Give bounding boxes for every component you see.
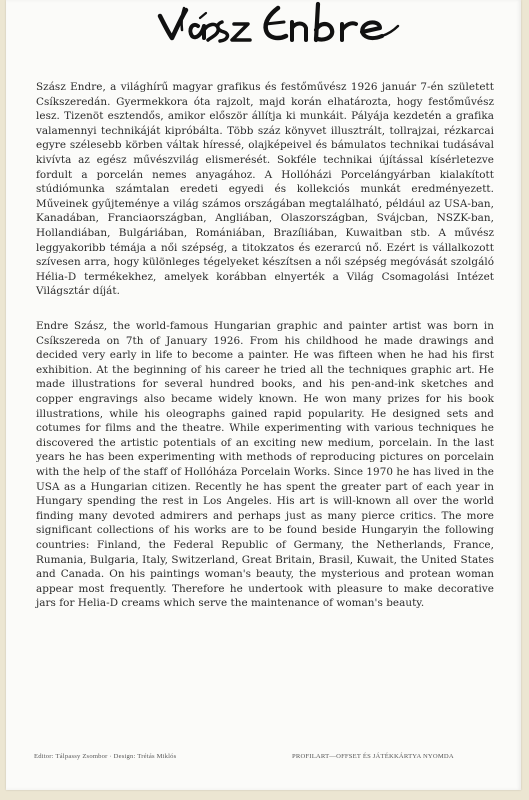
poster-sheet [6,0,521,790]
handwritten-signature-icon [146,0,406,56]
biography-hungarian: Szász Endre, a világhírű magyar grafikus és festőművész 1926 január 7-én született Csíkszeredán. Gyermekkora óta rajzolt, majd korán elhatározta, hogy festőművész lesz. Tizenöt esztendős, amikor először állítja ki munkáit. Pályája kezdetén a grafika valamennyi technikáját kipróbálta. Több száz könyvet illusztrált, tollrajzai, rézkarcai egyre szélesebb körben váltak híressé, olajképeivel és bámulatos technikai tudásával kivívta az egész művészvilág elismerését. Sokféle technikai újítással kísérletezve fordult a porcelán nemes anyagához. A Hollóházi Porcelángyárban kialakított stúdiómunka számtalan eredeti egyedi és kollekciós munkát eredményezett. Műveinek gyűjteménye a világ számos országában megtalálható, például az USA-ban, Kanadában, Franciaországban, Angliában, Olaszországban, Svájcban, NSZK-ban, Hollandiában, Bulgáriában, Romániában, Brazíliában, Kuwaitban stb. A művész leggyakoribb témája a női szépség, a titokzatos és ezerarcú nő. Ezért is vállalkozott szívesen arra, hogy különleges tégelyeket készítsen a női szépség megóvását szolgáló Hélia-D termékekhez, amelyek korábban elnyerték a Világ Csomagolási Intézet Világsztár díját. [36,81,494,298]
biography-english: Endre Szász, the world-famous Hungarian graphic and painter artist was born in Csíkszereda on 7th of January 1926. From his childhood he made drawings and decided very early in life to become a painter. He was fifteen when he had his first exhibition. At the beginning of his career he tried all the techniques graphic art. He made illustrations for several hundred books, and his pen-and-ink sketches and copper engravings also became widely known. He won many prizes for his book illustrations, while his oleographs gained rapid popularity. He designed sets and cotumes for films and the theatre. While experimenting with various techniques he discovered the artistic potentials of an exciting new medium, porcelain. In the last years he has been experimenting with methods of reproducing pictures on porcelain with the help of the staff of Hollóháza Porcelain Works. Since 1970 he has lived in the USA as a Hungarian citizen. Recently he has spent the greater part of each year in Hungary spending the rest in Los Angeles. His art is will-known all over the world finding many devoted admirers and perhaps just as many pierce critics. The more significant collections of his works are to be found beside Hungaryin the following countries: Finland, the Federal Republic of Germany, the Netherlands, France, Rumania, Bulgaria, Italy, Switzerland, Great Britain, Brasil, Kuwait, the United States and Canada. On his paintings woman's beauty, the mysterious and protean woman appear most frequently. Therefore he undertook with pleasure to make decorative jars for Helia-D creams which serve the maintenance of woman's beauty. [36,320,494,610]
footer-printer: PROFILART—OFFSET ÉS JÁTÉKKÁRTYA NYOMDA [292,753,454,760]
footer-credits: Editor: Tálpassy Zsombor · Design: Trétás Miklós [34,753,177,760]
signature-image [146,0,406,56]
